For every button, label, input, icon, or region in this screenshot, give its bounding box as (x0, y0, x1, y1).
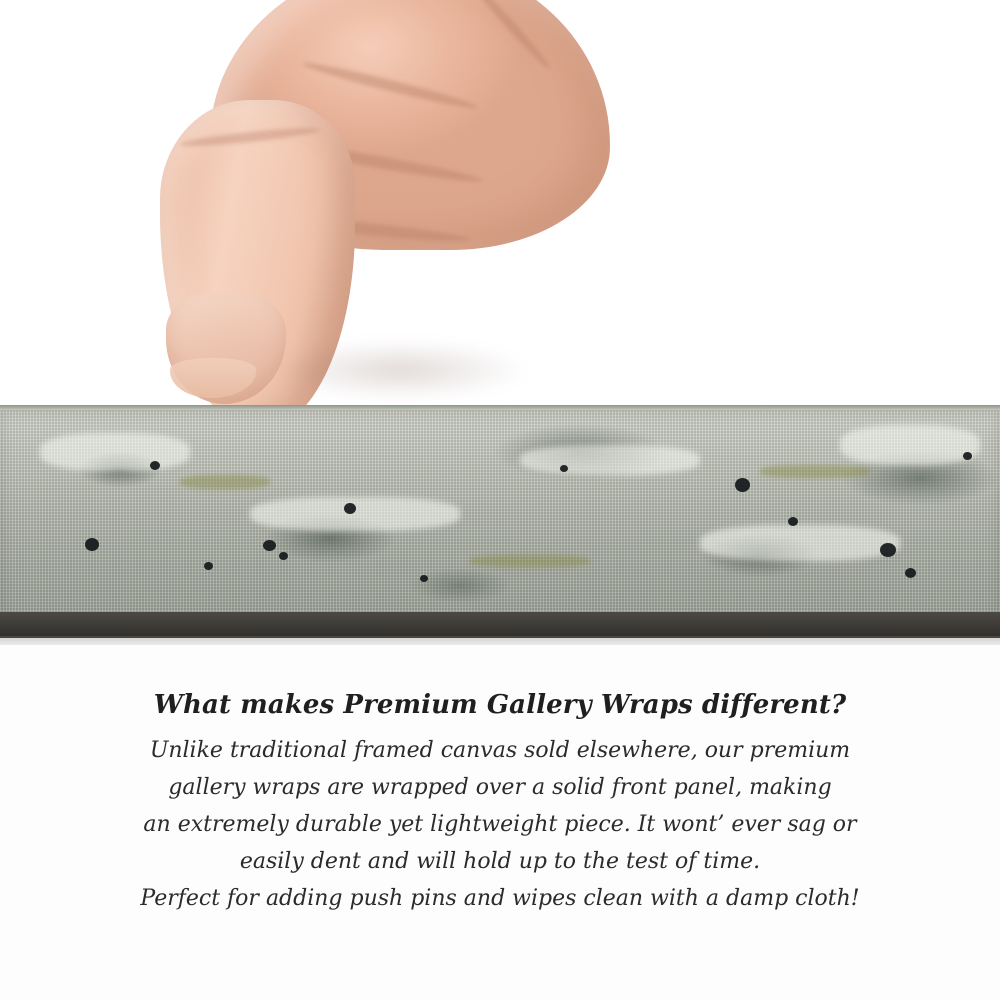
hand-illustration (150, 0, 620, 430)
canvas-bevel-edge (0, 612, 1000, 638)
canvas-olive-tint (760, 465, 870, 478)
canvas-speck (560, 465, 568, 472)
canvas-speck (420, 575, 428, 582)
canvas-olive-tint (470, 555, 590, 567)
caption-block (0, 690, 1000, 917)
canvas-speck (788, 517, 798, 526)
caption-line-1: Unlike traditional framed canvas sold elsewhere, our premium (149, 738, 851, 763)
canvas-speck (735, 478, 750, 492)
canvas-speck (263, 540, 276, 551)
hand-shadow (270, 340, 530, 400)
canvas-speck (204, 562, 213, 570)
canvas-speck (150, 461, 160, 470)
caption-line-4: easily dent and will hold up to the test of time. (239, 849, 761, 874)
canvas-highlight (700, 525, 900, 561)
canvas-olive-tint (180, 475, 270, 489)
canvas-highlight (840, 425, 980, 465)
canvas-drop-shadow (0, 636, 1000, 645)
canvas-highlight (250, 497, 460, 531)
canvas-speck (880, 543, 896, 557)
caption-line-2: gallery wraps are wrapped over a solid front panel, making (168, 775, 832, 800)
canvas-highlight (520, 445, 700, 475)
canvas-speck (963, 452, 972, 460)
canvas-speck (279, 552, 288, 560)
canvas-speck (85, 538, 99, 551)
canvas-speck (905, 568, 916, 578)
caption-line-3: an extremely durable yet lightweight piece. It wont’ ever sag or (143, 812, 857, 837)
caption-heading: What makes Premium Gallery Wraps different? (153, 690, 847, 720)
canvas-highlight (40, 433, 190, 471)
caption-line-5: Perfect for adding push pins and wipes clean with a damp cloth! (140, 886, 860, 911)
canvas-speck (344, 503, 356, 514)
canvas-top-edge (0, 405, 1000, 410)
canvas-wrap-edge (0, 405, 1000, 620)
